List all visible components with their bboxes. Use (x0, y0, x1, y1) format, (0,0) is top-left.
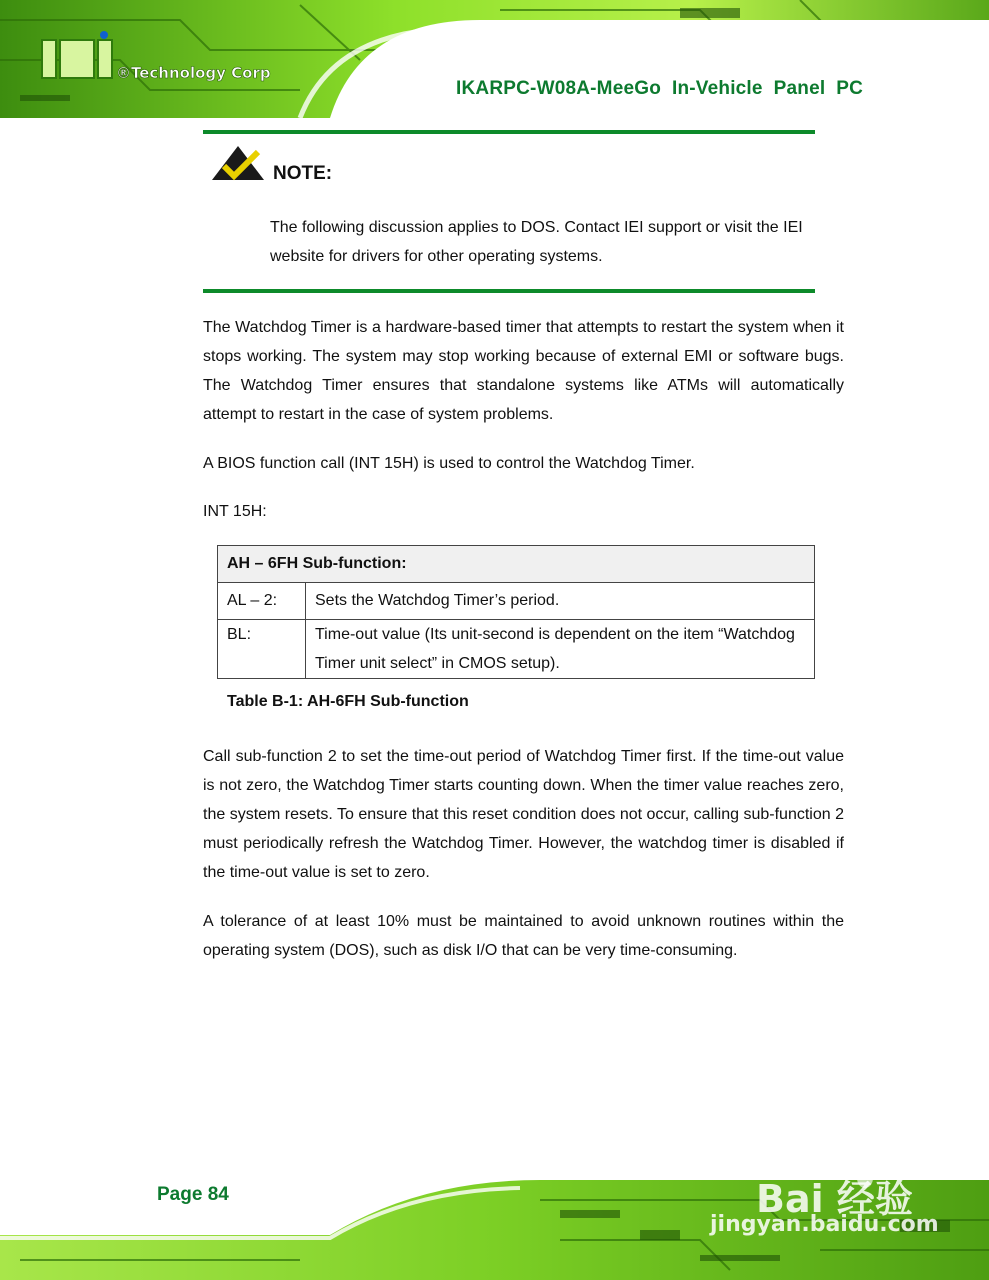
table-cell-key: AL – 2: (218, 583, 306, 620)
iei-logo (38, 30, 308, 90)
paragraph-tolerance: A tolerance of at least 10% must be maintained to avoid unknown routines within the operating system (DOS), such as disk I/O that can be very time-consuming. (203, 913, 844, 959)
paragraph-int15h: INT 15H: (203, 503, 267, 520)
note-label: NOTE: (273, 163, 333, 184)
note-top-rule (203, 130, 815, 134)
paragraph-watchdog-intro: The Watchdog Timer is a hardware-based timer that attempts to restart the system when it stops working. The system may stop working because of external EMI or software bugs. The Watchdog Timer ensures that standalone systems like ATMs will automatically attempt to restart in the case of system problems. (203, 319, 844, 423)
header-banner (0, 0, 989, 118)
table-row (218, 620, 815, 679)
table-caption: Table B-1: AH-6FH Sub-function (227, 693, 469, 710)
svg-text:®Technology Corp: ®Technology Corp (116, 64, 271, 82)
subfunction-table (217, 545, 815, 679)
table-cell-value: Sets the Watchdog Timer’s period. (306, 583, 815, 620)
note-bottom-rule (203, 289, 815, 293)
table-cell-value: Time-out value (Its unit-second is dependent on the item “Watchdog Timer unit select” in CMOS setup). (306, 620, 815, 679)
brand-name: Technology Corp (131, 64, 271, 82)
paragraph-call-subfunction: Call sub-function 2 to set the time-out period of Watchdog Timer first. If the time-out value is not zero, the Watchdog Timer starts counting down. When the timer value reaches zero, the system resets. To ensure that this reset condition does not occur, calling sub-function 2 must periodically refresh the Watchdog Timer. However, the watchdog timer is disabled if the time-out value is set to zero. (203, 748, 844, 881)
watermark-logo: Bai 经验 (756, 1177, 913, 1221)
table-row (218, 583, 815, 620)
watermark-url: jingyan.baidu.com (710, 1212, 939, 1237)
note-text: The following discussion applies to DOS. Contact IEI support or visit the IEI website for drivers for other operating systems. (270, 219, 803, 265)
paragraph-bios-call: A BIOS function call (INT 15H) is used to control the Watchdog Timer. (203, 455, 695, 472)
document-title: IKARPC-W08A-MeeGo In-Vehicle Panel PC (456, 78, 864, 99)
note-checkmark-icon (210, 142, 266, 182)
table-header: AH – 6FH Sub-function: (218, 546, 815, 583)
table-cell-key: BL: (218, 620, 306, 679)
page-number: Page 84 (157, 1184, 229, 1205)
